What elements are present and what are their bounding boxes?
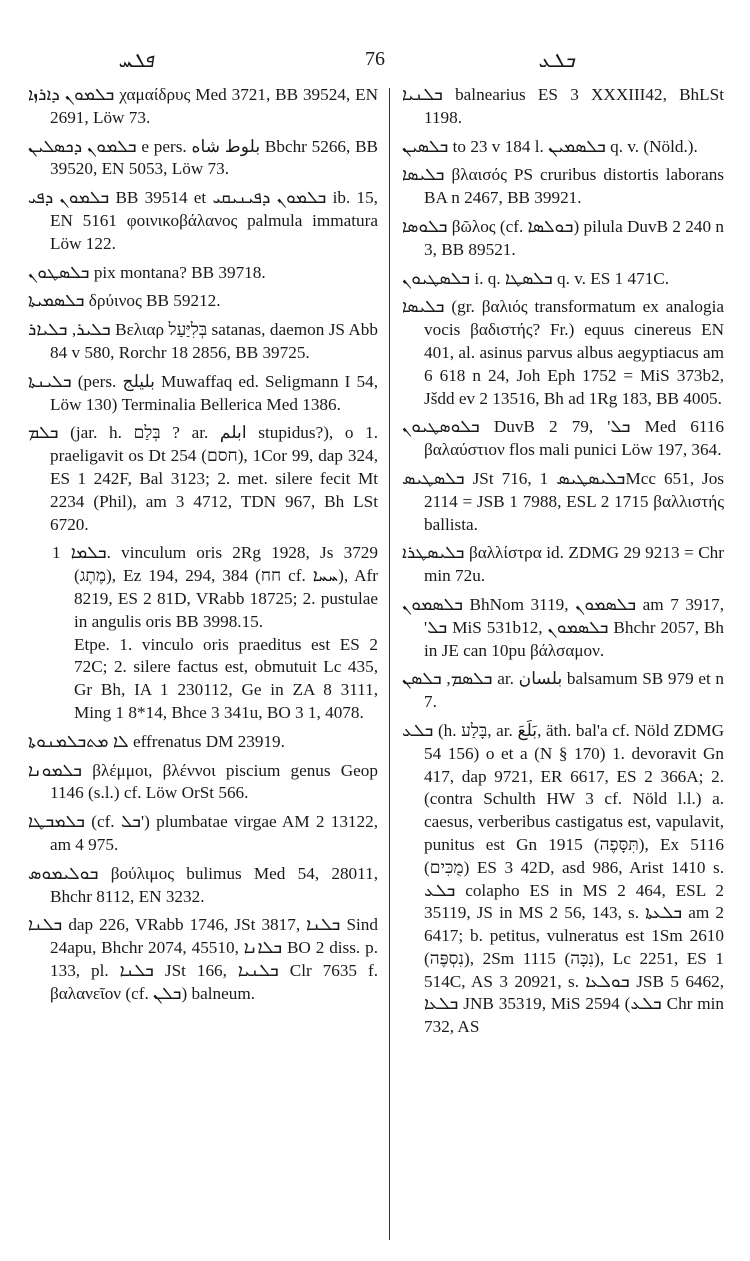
dictionary-entry: ܒܠܣܡ, ܒܠܣܢ ar. بلسان balsamum SB 979 et n 7. <box>402 669 724 712</box>
dictionary-entry: ܒܠܣܡܘܢ BhNom 3119, ܒܠܣܡܘܢ am 7 3917, 'ܒܠ MiS 531b12, ܒܠܣܡܘܢ Bhchr 2057, Bh in JE can 10pu βάλσαμον. <box>402 594 724 660</box>
dictionary-entry: ܒܠܣܡܝܬܐ δρύινος BB 59212. <box>28 291 221 311</box>
dictionary-entry: ܒܘܠܝܡܘܣ βούλιμος bulimus Med 54, 28011, Bhchr 8112, EN 3232. <box>28 863 378 906</box>
page-number: 76 <box>365 48 385 70</box>
dictionary-entry: ܠܐ ܡܬܒܠܡܢܘܬܐ effrenatus DM 23919. <box>28 731 285 751</box>
dictionary-entry: ܒܠܢܝܐ balnearius ES 3 XXXIII42, BhLSt 1198. <box>402 85 724 127</box>
dictionary-entry: ܒܠܡ (jar. h. בְּלַם ? ar. ابلم stupidus?), o 1. praeligavit os Dt 254 (חסם), 1Cor 99, dap 324, ES 1 242F, Bal 3123; 2. met. silere fecit Mt 2234 (Phil), am 3 4712, TDN 967, Bh LSt 6720. <box>28 423 378 534</box>
dictionary-entry: ܒܠܡܘܢܐ βλέμμοι, βλέννοι piscium genus Geop 1146 (s.l.) cf. Löw OrSt 566. <box>28 760 378 803</box>
dictionary-entry: ܒܠܘܣܛܝܘܢ DuvB 2 79, 'ܒܠ Med 6116 βαλαύστιον flos mali punici Löw 197, 364. <box>402 417 724 460</box>
dictionary-entry: ܒܠܝܪ, ܒܠܝܐܪ Βελιαρ בְּלִיַּעַל satanas, daemon JS Abb 84 v 580, Rorchr 18 2856, BB 39725. <box>28 320 378 362</box>
dictionary-subentry: ܒܠܡܐ 1. vinculum oris 2Rg 1928, Js 3729 (מֶתֶג), Ez 194, 294, 384 (חח cf. ܚܚܐ), Afr 8219, ES 2 81D, VRabb 18725; 2. pustulae in angulis oris BB 3998.15. <box>52 543 378 631</box>
header-left-catchword: ܦܠܚ <box>118 48 154 72</box>
dictionary-entry: ܒܠܢܐ dap 226, VRabb 1746, JSt 3817, ܒܠܢܐ Sind 24apu, Bhchr 2074, 45510, ܒܠܐܢܐ BO 2 diss. p. 133, pl. ܒܠܢܐ JSt 166, ܒܠܢܝܐ Clr 7635 f. βαλανεῖον (cf. ܒܠܢ) balneum. <box>28 915 378 1003</box>
left-column <box>28 84 378 1261</box>
dictionary-entry: ܒܠܡܘܢ ܕܦܝ BB 39514 et ܒܠܡܘܢ ܕܦܝܢܝܩܝ ib. 15, EN 5161 φοινικοβάλανος palmula immatura Löw 122. <box>28 188 378 253</box>
dictionary-entry: ܒܠܡܘܢ ܕܐܪܙܐ χαμαίδρυς Med 3721, BB 39524, EN 2691, Löw 73. <box>28 85 378 127</box>
column-divider <box>389 88 390 1240</box>
dictionary-entry: ܒܠܥ (h. בָּלַע, ar. بَلَعَ, äth. bal'a cf. Nöld ZDMG 54 156) o et a (N § 170) 1. devoravit Gn 417, dap 9721, ER 6617, ES 2 366A; 2. (contra Schulth HW 3 cf. Nöld l.l.) a. caesus, verberibus castigatus est, vapulavit, punitus est Gn 1915 (תִּסָּפֶה), Ex 5116 (מֻכִּים) ES 3 42D, asd 986, Arist 1410 s. ܒܠܥ colapho ES in MS 2 464, ESL 2 35119, JS in MS 2 56, 143, s. ܒܠܥܬܐ am 2 6417; b. petitus, vulneratus est 1Sm 2610 (נִסְפֶּה), 2Sm 1115 (נִכָּה), Lc 2251, ES 1 514C, AS 3 20921, s. ܒܘܠܥܐ JSB 5 6462, ܒܠܥܐ JNB 35319, MiS 2594 (ܒܠܥ Chr min 732, AS <box>402 720 724 1037</box>
dictionary-entry: ܒܠܝܢܬܐ (pers. بليلج Muwaffaq ed. Seligmann I 54, Löw 130) Terminalia Bellerica Med 1386. <box>28 371 378 414</box>
page-header <box>0 48 750 78</box>
dictionary-subentry: Etpe. 1. vinculo oris praeditus est ES 2 72C; 2. silere factus est, obmutuit Lc 435, Gr Bh, IA 1 230112, Ge in ZA 8 3111, Ming 1 8*14, Bhce 3 341u, BO 3 1, 4078. <box>74 634 378 722</box>
dictionary-entry: ܒܠܣܛܘܢ pix montana? BB 39718. <box>28 262 266 282</box>
dictionary-entry: ܒܠܣܛܝܣ JSt 716, ܒܠܝܣܛܝܣ 1Mcc 651, Jos 2114 = JSB 1 7988, ESL 2 1715 βαλλιστής ballista. <box>402 468 724 534</box>
dictionary-entry: ܒܠܝܣܐ βλαισός PS cruribus distortis laborans BA n 2467, BB 39921. <box>402 165 724 208</box>
dictionary-entry: ܒܠܝܣܛܪܐ βαλλίστρα id. ZDMG 29 9213 = Chr min 72u. <box>402 543 724 586</box>
dictionary-entry: ܒܠܘܣܐ βῶλος (cf. ܒܘܠܣܐ) pilula DuvB 2 240 n 3, BB 89521. <box>402 216 724 259</box>
right-column <box>402 84 724 1261</box>
dictionary-entry: ܒܠܣܝܢ to 23 v 184 l. ܒܠܣܡܝܢ q. v. (Nöld.). <box>402 136 698 156</box>
dictionary-entry: ܒܠܝܣܐ (gr. βαλιός transformatum ex analogia vocis βαδιστής? Fr.) equus cinereus EN 401, al. asinus parvus albus aegyptiacus am 6 618 n 24, Joh Eph 1752 = MiS 373b2, Jšdd ev 2 13516, Bh ad 1Rg 183, BB 4005. <box>402 297 724 408</box>
dictionary-entry: ܒܠܣܛܝܘܢ i. q. ܒܠܣܛܐ q. v. ES 1 471C. <box>402 268 670 288</box>
header-right-catchword: ܒܠܥ <box>538 48 575 72</box>
dictionary-entry: ܒܠܡܘܢ ܕܟܣܠܝܢ e pers. بلوط شاه Bbchr 5266, BB 39520, EN 5053, Löw 73. <box>28 136 378 179</box>
dictionary-entry: ܒܠܡܒܛܐ (cf. ܒܠ') plumbatae virgae AM 2 13122, am 4 975. <box>28 812 378 854</box>
